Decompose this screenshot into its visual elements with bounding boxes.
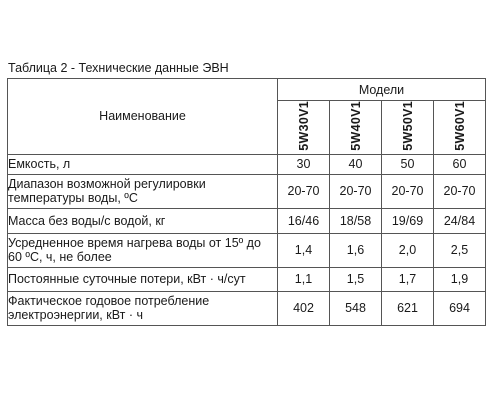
value-cell: 60 — [434, 154, 486, 174]
value-cell: 621 — [382, 291, 434, 325]
value-cell: 1,5 — [330, 267, 382, 291]
table-row — [8, 267, 486, 291]
value-cell: 24/84 — [434, 208, 486, 233]
header-row-top — [8, 79, 486, 101]
value-cell: 402 — [278, 291, 330, 325]
value-cell: 1,9 — [434, 267, 486, 291]
model-header-cell — [382, 101, 434, 155]
model-code: 5W60V1 — [452, 101, 467, 151]
value-cell: 20-70 — [330, 174, 382, 208]
value-cell: 1,7 — [382, 267, 434, 291]
value-cell: 20-70 — [278, 174, 330, 208]
value-cell: 16/46 — [278, 208, 330, 233]
table-row — [8, 154, 486, 174]
value-cell: 20-70 — [382, 174, 434, 208]
model-header-cell — [278, 101, 330, 155]
parameter-name: Фактическое годовое потребление электроэнергии, кВт · ч — [8, 291, 278, 325]
table-caption: Таблица 2 - Технические данные ЭВН — [8, 61, 229, 75]
value-cell: 50 — [382, 154, 434, 174]
table-row — [8, 233, 486, 267]
name-column-header: Наименование — [8, 79, 278, 155]
specs-table — [7, 78, 486, 326]
value-cell: 30 — [278, 154, 330, 174]
value-cell: 2,5 — [434, 233, 486, 267]
parameter-name: Усредненное время нагрева воды от 15º до 60 ºС, ч, не более — [8, 233, 278, 267]
value-cell: 548 — [330, 291, 382, 325]
value-cell: 694 — [434, 291, 486, 325]
parameter-name: Диапазон возможной регулировки температуры воды, ºС — [8, 174, 278, 208]
value-cell: 18/58 — [330, 208, 382, 233]
value-cell: 1,1 — [278, 267, 330, 291]
table-row — [8, 291, 486, 325]
model-code: 5W50V1 — [400, 101, 415, 151]
parameter-name: Постоянные суточные потери, кВт · ч/сут — [8, 267, 278, 291]
value-cell: 40 — [330, 154, 382, 174]
value-cell: 2,0 — [382, 233, 434, 267]
model-code: 5W40V1 — [348, 101, 363, 151]
model-header-cell — [330, 101, 382, 155]
value-cell: 20-70 — [434, 174, 486, 208]
model-code: 5W30V1 — [296, 101, 311, 151]
table-row — [8, 208, 486, 233]
parameter-name: Масса без воды/с водой, кг — [8, 208, 278, 233]
value-cell: 1,6 — [330, 233, 382, 267]
parameter-name: Емкость, л — [8, 154, 278, 174]
table-row — [8, 174, 486, 208]
model-header-cell — [434, 101, 486, 155]
value-cell: 1,4 — [278, 233, 330, 267]
models-header: Модели — [278, 79, 486, 101]
value-cell: 19/69 — [382, 208, 434, 233]
